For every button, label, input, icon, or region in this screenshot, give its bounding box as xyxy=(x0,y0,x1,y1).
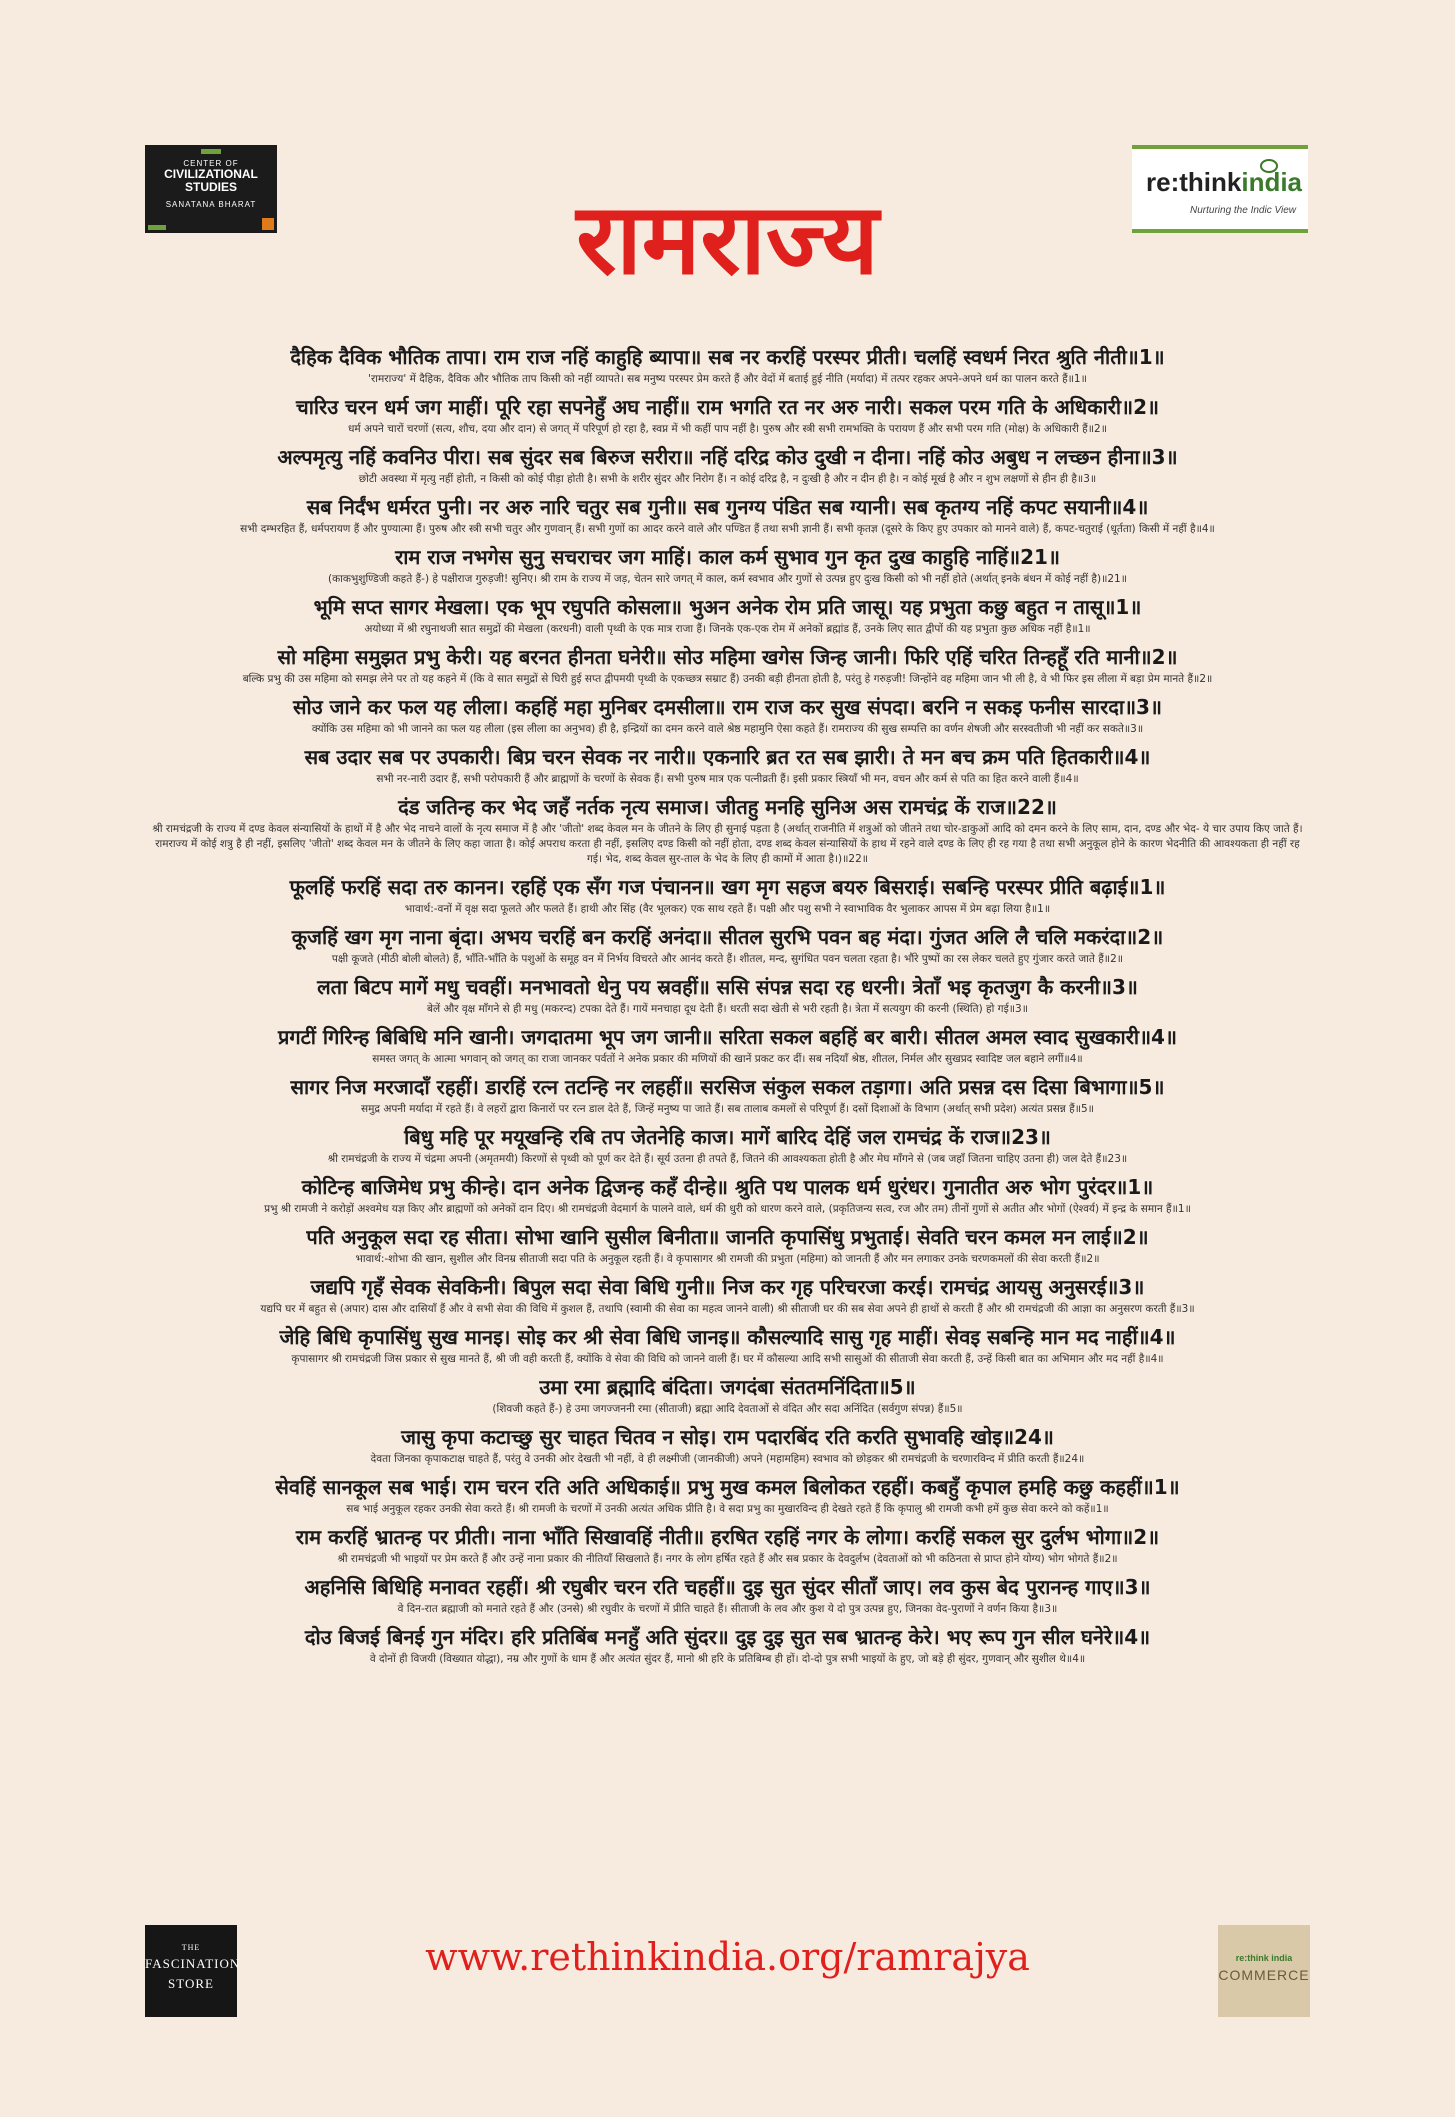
verse-meaning: सब भाई अनुकूल रहकर उनकी सेवा करते हैं। श्री रामजी के चरणों में उनकी अत्यंत अधिक प्रीति है। वे सदा प्रभु का मुखारविन्द ही देखते रहते हैं कि कृपालु श्री रामजी कभी हमें कुछ सेवा करने को कहें॥1॥ xyxy=(346,1503,1109,1515)
verse-meaning: 'रामराज्य' में दैहिक, दैविक और भौतिक ताप किसी को नहीं व्यापते। सब मनुष्य परस्पर प्रेम करते हैं और वेदों में बताई हुई नीति (मर्यादा) में तत्पर रहकर अपने-अपने धर्म का पालन करते हैं॥1॥ xyxy=(368,373,1087,385)
verse-meaning: समुद्र अपनी मर्यादा में रहते हैं। वे लहरों द्वारा किनारों पर रत्न डाल देते हैं, जिन्हें मनुष्य पा जाते हैं। सब तालाब कमलों से परिपूर्ण हैं। दसों दिशाओं के विभाग (अर्थात्‌ सभी प्रदेश) अत्यंत प्रसन्न हैं॥5॥ xyxy=(361,1103,1094,1115)
verse-text: दोउ बिजई बिनई गुन मंदिर। हरि प्रतिबिंब मनहुँ अति सुंदर॥ दुइ दुइ सुत सब भ्रातन्ह केरे। भए रूप गुन सील घनेरे॥4॥ xyxy=(304,1625,1151,1649)
verse-meaning: श्री रामचंद्रजी के राज्य में चंद्रमा अपनी (अमृतमयी) किरणों से पृथ्वी को पूर्ण कर देते हैं। सूर्य उतना ही तपते हैं, जितने की आवश्यकता होती है और मेघ माँगने से (जब जहाँ जितना चाहिए उतना ही) जल देते हैं॥23॥ xyxy=(327,1153,1128,1165)
verse-meaning: अयोध्या में श्री रघुनाथजी सात समुद्रों की मेखला (करधनी) वाली पृथ्वी के एक मात्र राजा हैं। जिनके एक-एक रोम में अनेकों ब्रह्मांड हैं, उनके लिए सात द्वीपों की यह प्रभुता कुछ अधिक नहीं है॥1॥ xyxy=(364,623,1091,635)
verse-text: बिधु महि पूर मयूखन्हि रबि तप जेतनेहि काज। मागें बारिद देहिं जल रामचंद्र कें राज॥23॥ xyxy=(404,1125,1051,1149)
verse-meaning: सभी नर-नारी उदार हैं, सभी परोपकारी हैं और ब्राह्मणों के चरणों के सेवक हैं। सभी पुरुष मात्र एक पत्नीव्रती हैं। इसी प्रकार स्त्रियाँ भी मन, वचन और कर्म से पति का हित करने वाली हैं॥4॥ xyxy=(376,773,1079,785)
verse-text: अल्पमृत्यु नहिं कवनिउ पीरा। सब सुंदर सब बिरुज सरीरा॥ नहिं दरिद्र कोउ दुखी न दीना। नहिं कोउ अबुध न लच्छन हीना॥3॥ xyxy=(277,445,1178,469)
verse-meaning: पक्षी कूजते (मीठी बोली बोलते) हैं, भाँति-भाँति के पशुओं के समूह वन में निर्भय विचरते और आनंद करते हैं। शीतल, मन्द, सुगंधित पवन चलता रहता है। भौंरे पुष्पों का रस लेकर चलते हुए गुंजार करते जाते हैं॥2॥ xyxy=(331,953,1124,965)
verse-meaning: धर्म अपने चारों चरणों (सत्य, शौच, दया और दान) से जगत्‌ में परिपूर्ण हो रहा है, स्वप्न में भी कहीं पाप नहीं है। पुरुष और स्त्री सभी रामभक्ति के परायण हैं और सभी परम गति (मोक्ष) के अधिकारी हैं॥2॥ xyxy=(347,423,1108,435)
verse-meaning: (काकभुशुण्डिजी कहते हैं-) हे पक्षीराज गुरुड़जी! सुनिए। श्री राम के राज्य में जड़, चेतन सारे जगत्‌ में काल, कर्म स्वभाव और गुणों से उत्पन्न हुए दुःख किसी को भी नहीं होते (अर्थात्‌ इनके बंधन में कोई नहीं है)॥21॥ xyxy=(327,573,1128,585)
verse-text: सब उदार सब पर उपकारी। बिप्र चरन सेवक नर नारी॥ एकनारि ब्रत रत सब झारी। ते मन बच क्रम पति हितकारी॥4॥ xyxy=(304,745,1151,769)
verse-meaning: भावार्थ:-शोभा की खान, सुशील और विनम्र सीताजी सदा पति के अनुकूल रहती हैं। वे कृपासागर श्री रामजी की प्रभुता (महिमा) को जानती हैं और मन लगाकर उनके चरणकमलों की सेवा करती हैं॥2॥ xyxy=(355,1253,1100,1265)
logo-accent xyxy=(201,149,221,154)
logo-text: CIVILIZATIONAL xyxy=(164,167,258,181)
verse-meaning: सभी दम्भरहित हैं, धर्मपरायण हैं और पुण्यात्मा हैं। पुरुष और स्त्री सभी चतुर और गुणवान्‌ हैं। सभी गुणों का आदर करने वाले और पण्डित हैं तथा सभी ज्ञानी हैं। सभी कृतज्ञ (दूसरे के किए हुए उपकार को मानने वाले) हैं, कपट-चतुराई (धूर्तता) किसी में नहीं है॥4॥ xyxy=(240,523,1215,535)
verse-meaning: छोटी अवस्था में मृत्यु नहीं होती, न किसी को कोई पीड़ा होती है। सभी के शरीर सुंदर और निरोग हैं। न कोई दरिद्र है, न दुःखी है और न दीन ही है। न कोई मूर्ख है और न शुभ लक्षणों से हीन ही है॥3॥ xyxy=(358,473,1097,485)
verse-text: राम करहिं भ्रातन्ह पर प्रीती। नाना भाँति सिखावहिं नीती॥ हरषित रहहिं नगर के लोगा। करहिं सकल सुर दुर्लभ भोगा॥2॥ xyxy=(295,1525,1160,1549)
logo-text: SANATANA BHARAT xyxy=(165,200,257,209)
verse-meaning: श्री रामचंद्रजी भी भाइयों पर प्रेम करते हैं और उन्हें नाना प्रकार की नीतियाँ सिखलाते हैं। नगर के लोग हर्षित रहते हैं और सब प्रकार के देवदुर्लभ (देवताओं को भी कठिनता से प्राप्त होने योग्य) भोग भोगते हैं॥2॥ xyxy=(337,1553,1118,1565)
verse-text: भूमि सप्त सागर मेखला। एक भूप रघुपति कोसला॥ भुअन अनेक रोम प्रति जासू। यह प्रभुता कछु बहुत न तासू॥1॥ xyxy=(313,595,1142,619)
verse-text: जद्यपि गृहँ सेवक सेवकिनी। बिपुल सदा सेवा बिधि गुनी॥ निज कर गृह परिचरजा करई। रामचंद्र आयसु अनुसरई॥3॥ xyxy=(310,1275,1145,1299)
verse-text: जासु कृपा कटाच्छु सुर चाहत चितव न सोइ। राम पदारबिंद रति करति सुभावहि खोइ॥24॥ xyxy=(401,1425,1054,1449)
verse-meaning: बल्कि प्रभु की उस महिमा को समझ लेने पर तो यह कहने में (कि वे सात समुद्रों से घिरी हुई सप्त द्वीपमयी पृथ्वी के एकच्छत्र सम्राट हैं) उनकी बड़ी हीनता होती है, परंतु हे गरुड़जी! जिन्होंने वह महिमा जान भी ली है, वे भी फिर इस लीला में बड़ा प्रेम मानते हैं॥2॥ xyxy=(242,673,1213,685)
verse-meaning: श्री रामचंद्रजी के राज्य में दण्ड केवल संन्यासियों के हाथों में है और भेद नाचने वालों के नृत्य समाज में है और 'जीतो' शब्द केवल मन के जीतने के लिए ही सुनाई पड़ता है (अर्थात्‌ राजनीति में शत्रुओं को जीतने तथा चोर-डाकुओं आदि को दमन करने के लिए साम, दान, दण्ड और भेद- ये चार उपाय किए जाते हैं। रामराज्य में कोई शत्रु है ही नहीं, इसलिए 'जीतो' शब्द केवल मन के जीतने के लिए कहा जाता है। कोई अपराध करता ही नहीं, इसलिए दण्ड किसी को नहीं होता, दण्ड शब्द केवल संन्यासियों के हाथ में रहने वाले दण्ड के लिए ही रह गया है तथा सभी अनुकूल होने के कारण भेदनीति की आवश्यकता ही नहीं रह गई। भेद, शब्द केवल सुर-ताल के भेद के लिए ही कामों में आता है।)॥22॥ xyxy=(152,823,1303,865)
website-link[interactable]: www.rethinkindia.org/ramrajya xyxy=(425,1935,1030,1979)
verse-list xyxy=(150,343,1305,1673)
verse-meaning: (शिवजी कहते हैं-) हे उमा जगज्जननी रमा (सीताजी) ब्रह्मा आदि देवताओं से वंदित और सदा अनिंदित (सर्वगुण संपन्न) हैं॥5॥ xyxy=(492,1403,963,1415)
verse-text: दैहिक दैविक भौतिक तापा। राम राज नहिं काहुहि ब्यापा॥ सब नर करहिं परस्पर प्रीती। चलहिं स्वधर्म निरत श्रुति नीती॥1॥ xyxy=(290,345,1165,369)
verse-meaning: प्रभु श्री रामजी ने करोड़ों अश्वमेध यज्ञ किए और ब्राह्मणों को अनेकों दान दिए। श्री रामचंद्रजी वेदमार्ग के पालने वाले, धर्म की धुरी को धारण करने वाले, (प्रकृतिजन्य सत्व, रज और तम) तीनों गुणों से अतीत और भोगों (ऐश्वर्य) में इन्द्र के समान हैं॥1॥ xyxy=(264,1203,1191,1215)
logo-text: COMMERCE xyxy=(1218,1967,1310,1983)
verse-text: सेवहिं सानकूल सब भाई। राम चरन रति अति अधिकाई॥ प्रभु मुख कमल बिलोकत रहहीं। कबहुँ कृपाल हमहि कछु कहहीं॥1॥ xyxy=(275,1475,1180,1499)
rethink-commerce-logo xyxy=(1218,1925,1310,2017)
verse-text: सो महिमा समुझत प्रभु केरी। यह बरनत हीनता घनेरी॥ सोउ महिमा खगेस जिन्ह जानी। फिरि एहिं चरित तिन्हहूँ रति मानी॥2॥ xyxy=(277,645,1178,669)
verse-text: पति अनुकूल सदा रह सीता। सोभा खानि सुसील बिनीता॥ जानति कृपासिंधु प्रभुताई। सेवति चरन कमल मन लाई॥2॥ xyxy=(306,1225,1149,1249)
logo-text: FASCINATION xyxy=(145,1956,241,1971)
verse-meaning: कृपासागर श्री रामचंद्रजी जिस प्रकार से सुख मानते हैं, श्री जी वही करती हैं, क्योंकि वे सेवा की विधि को जानने वाली हैं। घर में कौसल्या आदि सभी सासुओं की सीताजी सेवा करती हैं, उन्हें किसी बात का अभिमान और मद नहीं है॥4॥ xyxy=(291,1353,1164,1365)
verse-meaning: समस्त जगत्‌ के आत्मा भगवान्‌ को जगत्‌ का राजा जानकर पर्वतों ने अनेक प्रकार की मणियों की खानें प्रकट कर दीं। सब नदियाँ श्रेष्ठ, शीतल, निर्मल और सुखप्रद स्वादिष्ट जल बहाने लगीं॥4॥ xyxy=(372,1053,1083,1065)
page-title: रामराज्य xyxy=(576,183,879,297)
verse-text: राम राज नभगेस सुनु सचराचर जग माहिं। काल कर्म सुभाव गुन कृत दुख काहुहि नाहिं॥21॥ xyxy=(395,545,1060,569)
verse-text: दंड जतिन्ह कर भेद जहँ नर्तक नृत्य समाज। जीतहु मनहि सुनिअ अस रामचंद्र कें राज॥22॥ xyxy=(398,795,1057,819)
verse-meaning: भावार्थ:-वनों में वृक्ष सदा फूलते और फलते हैं। हाथी और सिंह (वैर भूलकर) एक साथ रहते हैं। पक्षी और पशु सभी ने स्वाभाविक वैर भुलाकर आपस में प्रेम बढ़ा लिया है॥1॥ xyxy=(404,903,1051,915)
verse-text: लता बिटप मागें मधु चवहीं। मनभावतो धेनु पय स्रवहीं॥ ससि संपन्न सदा रह धरनी। त्रेताँ भइ कृतजुग कै करनी॥3॥ xyxy=(317,975,1138,999)
verse-text: अहनिसि बिधिहि मनावत रहहीं। श्री रघुबीर चरन रति चहहीं॥ दुइ सुत सुंदर सीताँ जाए। लव कुस बेद पुरानन्ह गाए॥3॥ xyxy=(304,1575,1151,1599)
verse-meaning: बेलें और वृक्ष माँगने से ही मधु (मकरन्द) टपका देते हैं। गायें मनचाहा दूध देती हैं। धरती सदा खेती से भरी रहती है। त्रेता में सत्ययुग की करनी (स्थिति) हो गई॥3॥ xyxy=(427,1003,1028,1015)
verse-meaning: यद्यपि घर में बहुत से (अपार) दास और दासियाँ हैं और वे सभी सेवा की विधि में कुशल हैं, तथापि (स्वामी की सेवा का महत्व जानने वाली) श्री सीताजी घर की सब सेवा अपने ही हाथों से करती हैं और श्री रामचंद्रजी की आज्ञा का अनुसरण करती हैं॥3॥ xyxy=(260,1303,1195,1315)
verse-text: सागर निज मरजादाँ रहहीं। डारहिं रत्न तटन्हि नर लहहीं॥ सरसिज संकुल सकल तड़ागा। अति प्रसन्न दस दिसा बिभागा॥5॥ xyxy=(290,1075,1165,1099)
verse-text: प्रगटीं गिरिन्ह बिबिधि मनि खानी। जगदातमा भूप जग जानी॥ सरिता सकल बहहिं बर बारी। सीतल अमल स्वाद सुखकारी॥4॥ xyxy=(278,1025,1177,1049)
verse-text: उमा रमा ब्रह्मादि बंदिता। जगदंबा संततमनिंदिता॥5॥ xyxy=(539,1375,916,1399)
verse-meaning: क्योंकि उस महिमा को भी जानने का फल यह लीला (इस लीला का अनुभव) ही है, इन्द्रियों का दमन करने वाले श्रेष्ठ महामुनि ऐसा कहते हैं। रामराज्य की सुख सम्पत्ति का वर्णन शेषजी और सरस्वतीजी भी नहीं कर सकते॥3॥ xyxy=(311,723,1144,735)
verse-text: सोउ जाने कर फल यह लीला। कहहिं महा मुनिबर दमसीला॥ राम राज कर सुख संपदा। बरनि न सकइ फनीस सारदा॥3॥ xyxy=(293,695,1162,719)
verse-meaning: वे दिन-रात ब्रह्माजी को मनाते रहते हैं और (उनसे) श्री रघुवीर के चरणों में प्रीति चाहते हैं। सीताजी के लव और कुश ये दो पुत्र उत्पन्न हुए, जिनका वेद-पुराणों ने वर्णन किया है॥3॥ xyxy=(397,1603,1058,1615)
logo-text: CENTER OF xyxy=(183,159,239,168)
logo-tagline: Nurturing the Indic View xyxy=(1190,205,1296,216)
verse-text: चारिउ चरन धर्म जग माहीं। पूरि रहा सपनेहुँ अघ नाहीं॥ राम भगति रत नर अरु नारी। सकल परम गति के अधिकारी॥2॥ xyxy=(296,395,1159,419)
verse-text: कोटिन्ह बाजिमेध प्रभु कीन्हे। दान अनेक द्विजन्ह कहँ दीन्हे॥ श्रुति पथ पालक धर्म धुरंधर। गुनातीत अरु भोग पुरंदर॥1॥ xyxy=(301,1175,1154,1199)
logo-brand: re:thinkindia xyxy=(1146,167,1303,197)
logo-text: STORE xyxy=(168,1976,214,1991)
verse-text: जेहि बिधि कृपासिंधु सुख मानइ। सोइ कर श्री सेवा बिधि जानइ॥ कौसल्यादि सासु गृह माहीं। सेवइ सबन्हि मान मद नाहीं॥4॥ xyxy=(279,1325,1176,1349)
speech-bubble-icon xyxy=(1260,159,1278,173)
verse-meaning: वे दोनों ही विजयी (विख्यात योद्धा), नम्र और गुणों के धाम हैं और अत्यंत सुंदर हैं, मानो श्री हरि के प्रतिबिम्ब ही हों। दो-दो पुत्र सभी भाइयों के हुए, जो बड़े ही सुंदर, गुणवान्‌ और सुशील थे॥4॥ xyxy=(369,1653,1086,1665)
verse-text: फूलहिं फरहिं सदा तरु कानन। रहहिं एक सँग गज पंचानन॥ खग मृग सहज बयरु बिसराई। सबन्हि परस्पर प्रीति बढ़ाई॥1॥ xyxy=(289,875,1166,899)
logo-text: STUDIES xyxy=(184,180,237,194)
verse-meaning: देवता जिनका कृपाकटाक्ष चाहते हैं, परंतु वे उनकी ओर देखती भी नहीं, वे ही लक्ष्मीजी (जानकीजी) अपने (महामहिम) स्वभाव को छोड़कर श्री रामचंद्रजी के चरणारविन्द में प्रीति करती हैं॥24॥ xyxy=(370,1453,1085,1465)
logo-text: re:think india xyxy=(1235,1953,1293,1963)
verse-text: सब निर्दंभ धर्मरत पुनी। नर अरु नारि चतुर सब गुनी॥ सब गुनग्य पंडित सब ग्यानी। सब कृतग्य नहिं कपट सयानी॥4॥ xyxy=(306,495,1149,519)
logo-text: THE xyxy=(181,1943,201,1952)
verse-text: कूजहिं खग मृग नाना बृंदा। अभय चरहिं बन करहिं अनंदा॥ सीतल सुरभि पवन बह मंदा। गुंजत अलि लै चलि मकरंदा॥2॥ xyxy=(291,925,1164,949)
